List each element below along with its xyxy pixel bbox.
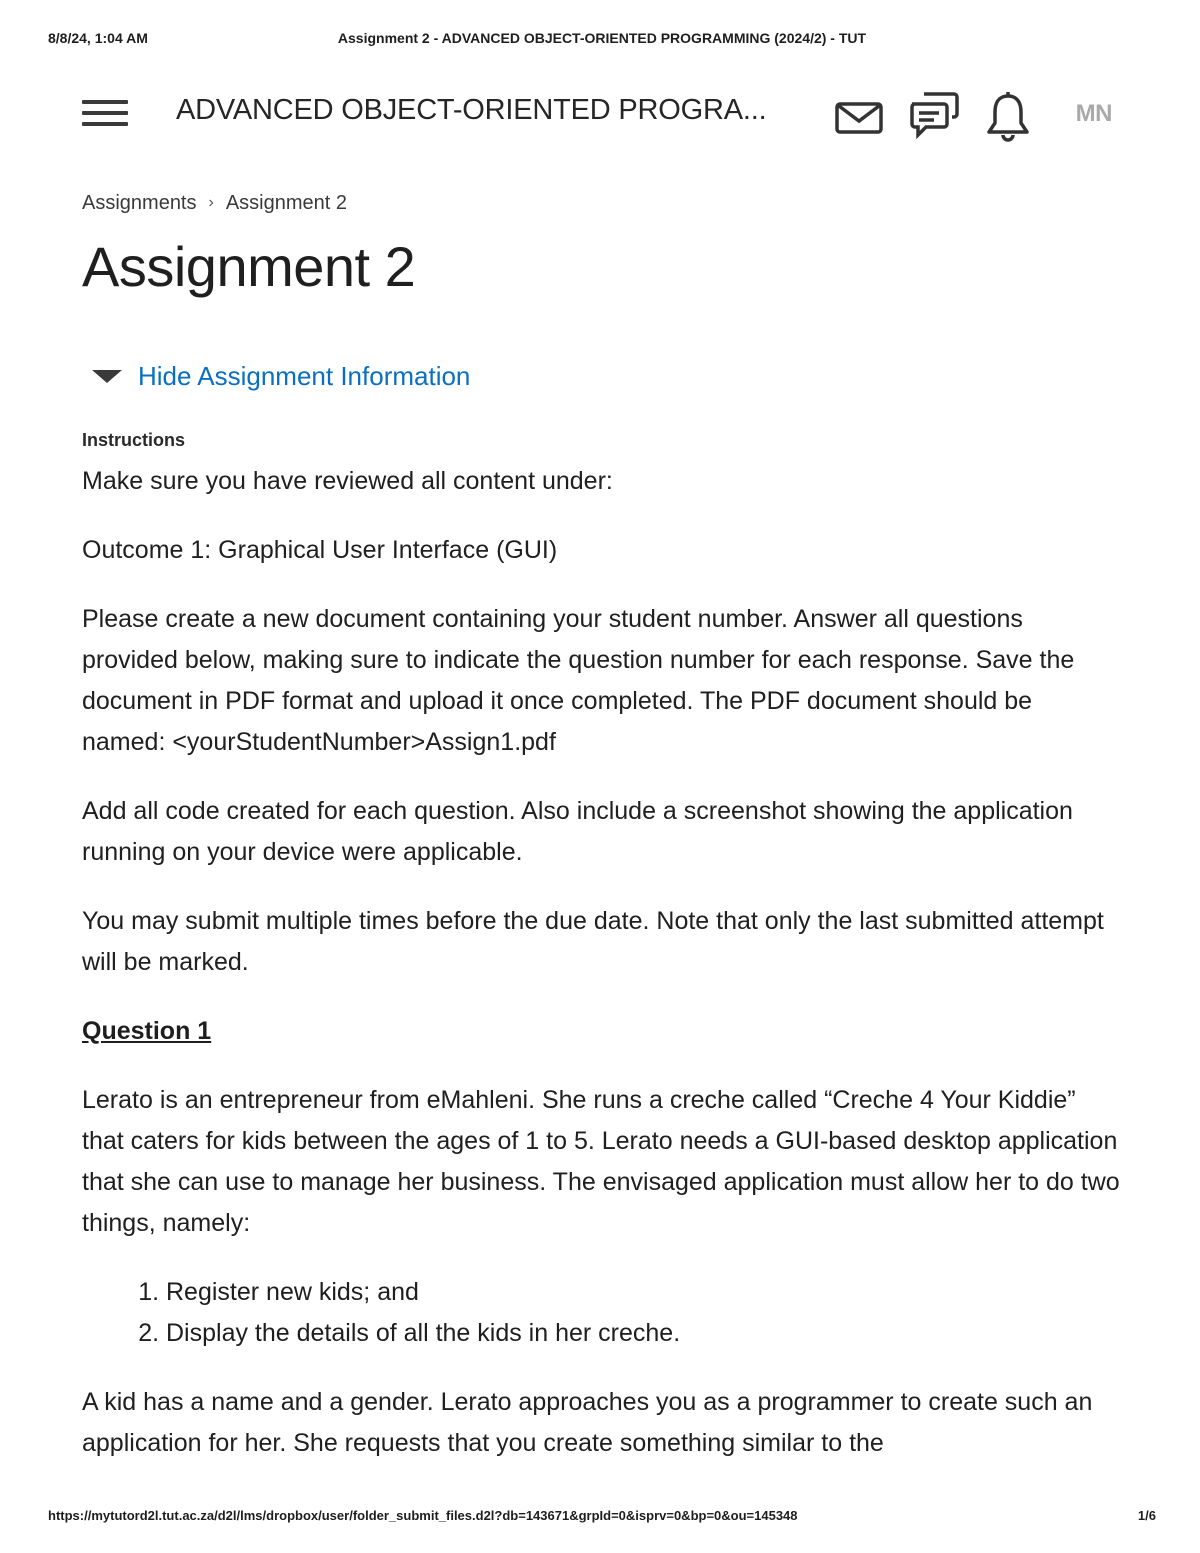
instruction-paragraph: Make sure you have reviewed all content under: xyxy=(82,467,613,495)
main-content xyxy=(82,186,1122,1492)
breadcrumb xyxy=(82,186,1122,220)
instruction-paragraph: You may submit multiple times before the due date. Note that only the last submitted attempt will be marked. xyxy=(82,907,1104,976)
chat-icon[interactable] xyxy=(908,90,960,142)
print-page-number: 1/6 xyxy=(1137,1508,1156,1523)
chevron-right-icon: › xyxy=(208,194,214,211)
print-footer xyxy=(48,1508,1156,1528)
requirements-list xyxy=(82,1272,1122,1354)
print-url: https://mytutord2l.tut.ac.za/d2l/lms/dropbox/user/folder_submit_files.d2l?db=143671&grpId=0&isprv=0&bp=0&ou=145348 xyxy=(48,1508,798,1523)
caret-down-icon xyxy=(92,370,122,383)
instruction-paragraph: Please create a new document containing your student number. Answer all questions provided below, making sure to indicate the question number for each response. Save the document in PDF format and upload it once completed. The PDF document should be named: <yourStudentNumber>Assign1.pdf xyxy=(82,605,1075,756)
instructions-label: Instructions xyxy=(82,430,186,450)
menu-icon[interactable] xyxy=(82,100,128,132)
user-avatar-initials[interactable]: MN xyxy=(1075,100,1112,127)
instruction-paragraph: Add all code created for each question. Also include a screenshot showing the application running on your device were applicable. xyxy=(82,797,1073,866)
question-1-heading: Question 1 xyxy=(82,1017,212,1045)
print-datetime: 8/8/24, 1:04 AM xyxy=(48,30,148,46)
print-header xyxy=(48,30,1156,50)
bell-icon[interactable] xyxy=(982,90,1034,142)
mail-icon[interactable] xyxy=(834,90,886,142)
hide-assignment-info-toggle[interactable] xyxy=(92,361,1122,392)
list-item: 2. Display the details of all the kids in her creche. xyxy=(166,1313,1122,1354)
breadcrumb-assignments-link[interactable]: Assignments xyxy=(82,191,197,214)
print-doc-title: Assignment 2 - ADVANCED OBJECT-ORIENTED PROGRAMMING (2024/2) - TUT xyxy=(337,30,867,46)
instruction-paragraph: Outcome 1: Graphical User Interface (GUI) xyxy=(82,536,558,564)
course-title[interactable]: ADVANCED OBJECT-ORIENTED PROGRA... xyxy=(176,94,767,126)
hide-assignment-info-label[interactable]: Hide Assignment Information xyxy=(138,361,471,391)
page-title: Assignment 2 xyxy=(82,235,416,298)
list-item: 1. Register new kids; and xyxy=(166,1272,1122,1313)
instructions-body xyxy=(82,461,1122,1464)
breadcrumb-current: Assignment 2 xyxy=(225,191,347,214)
question-paragraph: A kid has a name and a gender. Lerato approaches you as a programmer to create such an application for her. She requests that you create something similar to the xyxy=(82,1388,1093,1457)
top-navbar xyxy=(82,84,1122,146)
question-paragraph: Lerato is an entrepreneur from eMahleni. She runs a creche called “Creche 4 Your Kiddie” that caters for kids between the ages of 1 to 5. Lerato needs a GUI-based desktop application that she can use to manage her business. The envisaged application must allow her to do two things, namely: xyxy=(82,1086,1120,1237)
